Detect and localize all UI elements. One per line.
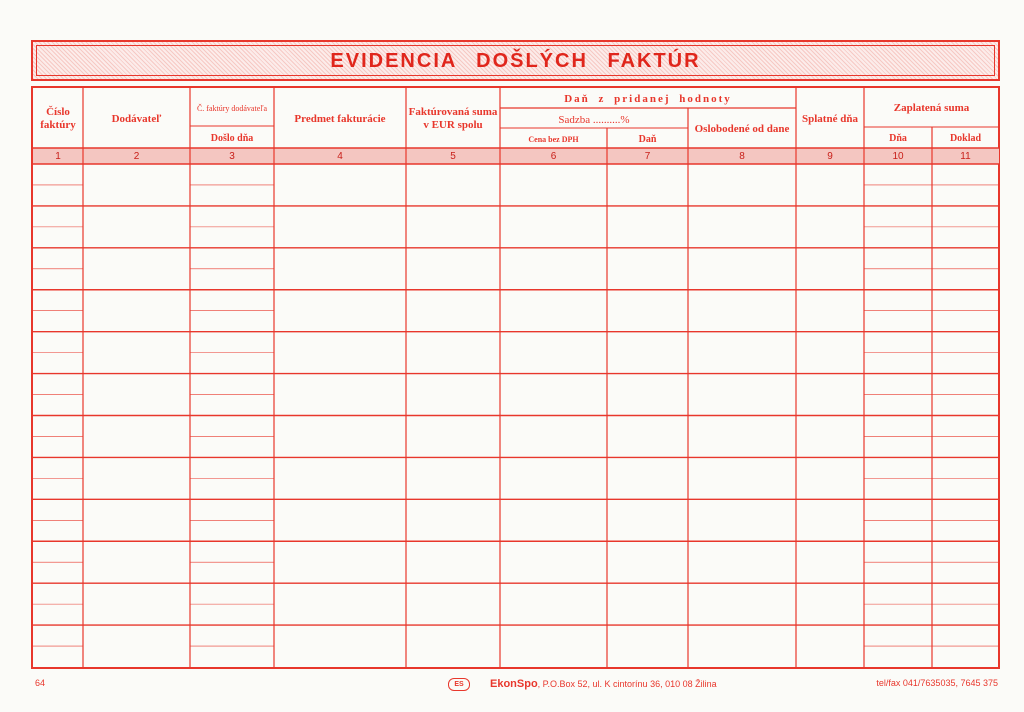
header-price-excl-vat: Cena bez DPH xyxy=(528,134,579,144)
publisher-contact: tel/fax 041/7635035, 7645 375 xyxy=(876,678,998,688)
column-number: 6 xyxy=(550,151,557,162)
column-number: 5 xyxy=(450,151,456,162)
column-number: 10 xyxy=(892,151,904,162)
publisher-imprint xyxy=(448,678,717,691)
column-number: 1 xyxy=(55,151,61,162)
column-number: 9 xyxy=(827,151,833,162)
publisher-logo-icon: ES xyxy=(448,678,470,691)
header-invoice-number: Číslo faktúry xyxy=(40,106,76,131)
column-number: 3 xyxy=(229,151,235,162)
header-paid-date: Dňa xyxy=(889,132,907,144)
publisher-brand: EkonSpo xyxy=(490,678,538,690)
header-invoiced-sum: Faktúrovaná suma v EUR spolu xyxy=(408,106,498,131)
column-number: 8 xyxy=(739,151,745,162)
publisher-address: , P.O.Box 52, ul. K cintorínu 36, 010 08 Žilina xyxy=(537,679,717,689)
header-received-date: Došlo dňa xyxy=(210,132,254,144)
page-number: 64 xyxy=(35,678,46,688)
header-subject: Predmet fakturácie xyxy=(294,112,386,125)
column-number: 4 xyxy=(337,151,343,162)
form-title: EVIDENCIA DOŠLÝCH FAKTÚR xyxy=(330,50,701,72)
header-vat-rate: Sadzba ..........% xyxy=(558,113,630,126)
column-number: 2 xyxy=(133,151,140,162)
header-vat-exempt: Oslobodené od dane xyxy=(694,123,790,135)
column-number: 11 xyxy=(960,151,971,162)
header-supplier: Dodávateľ xyxy=(111,112,162,125)
header-paid-sum: Zaplatená suma xyxy=(893,101,970,114)
header-paid-document: Doklad xyxy=(949,132,982,144)
header-vat-group: Daň z pridanej hodnoty xyxy=(564,92,732,105)
header-due-date: Splatné dňa xyxy=(802,112,858,125)
column-number: 7 xyxy=(644,151,651,162)
header-vat-amount: Daň xyxy=(638,133,657,145)
header-supplier-invoice-number: Č. faktúry dodávateľa xyxy=(196,103,268,113)
